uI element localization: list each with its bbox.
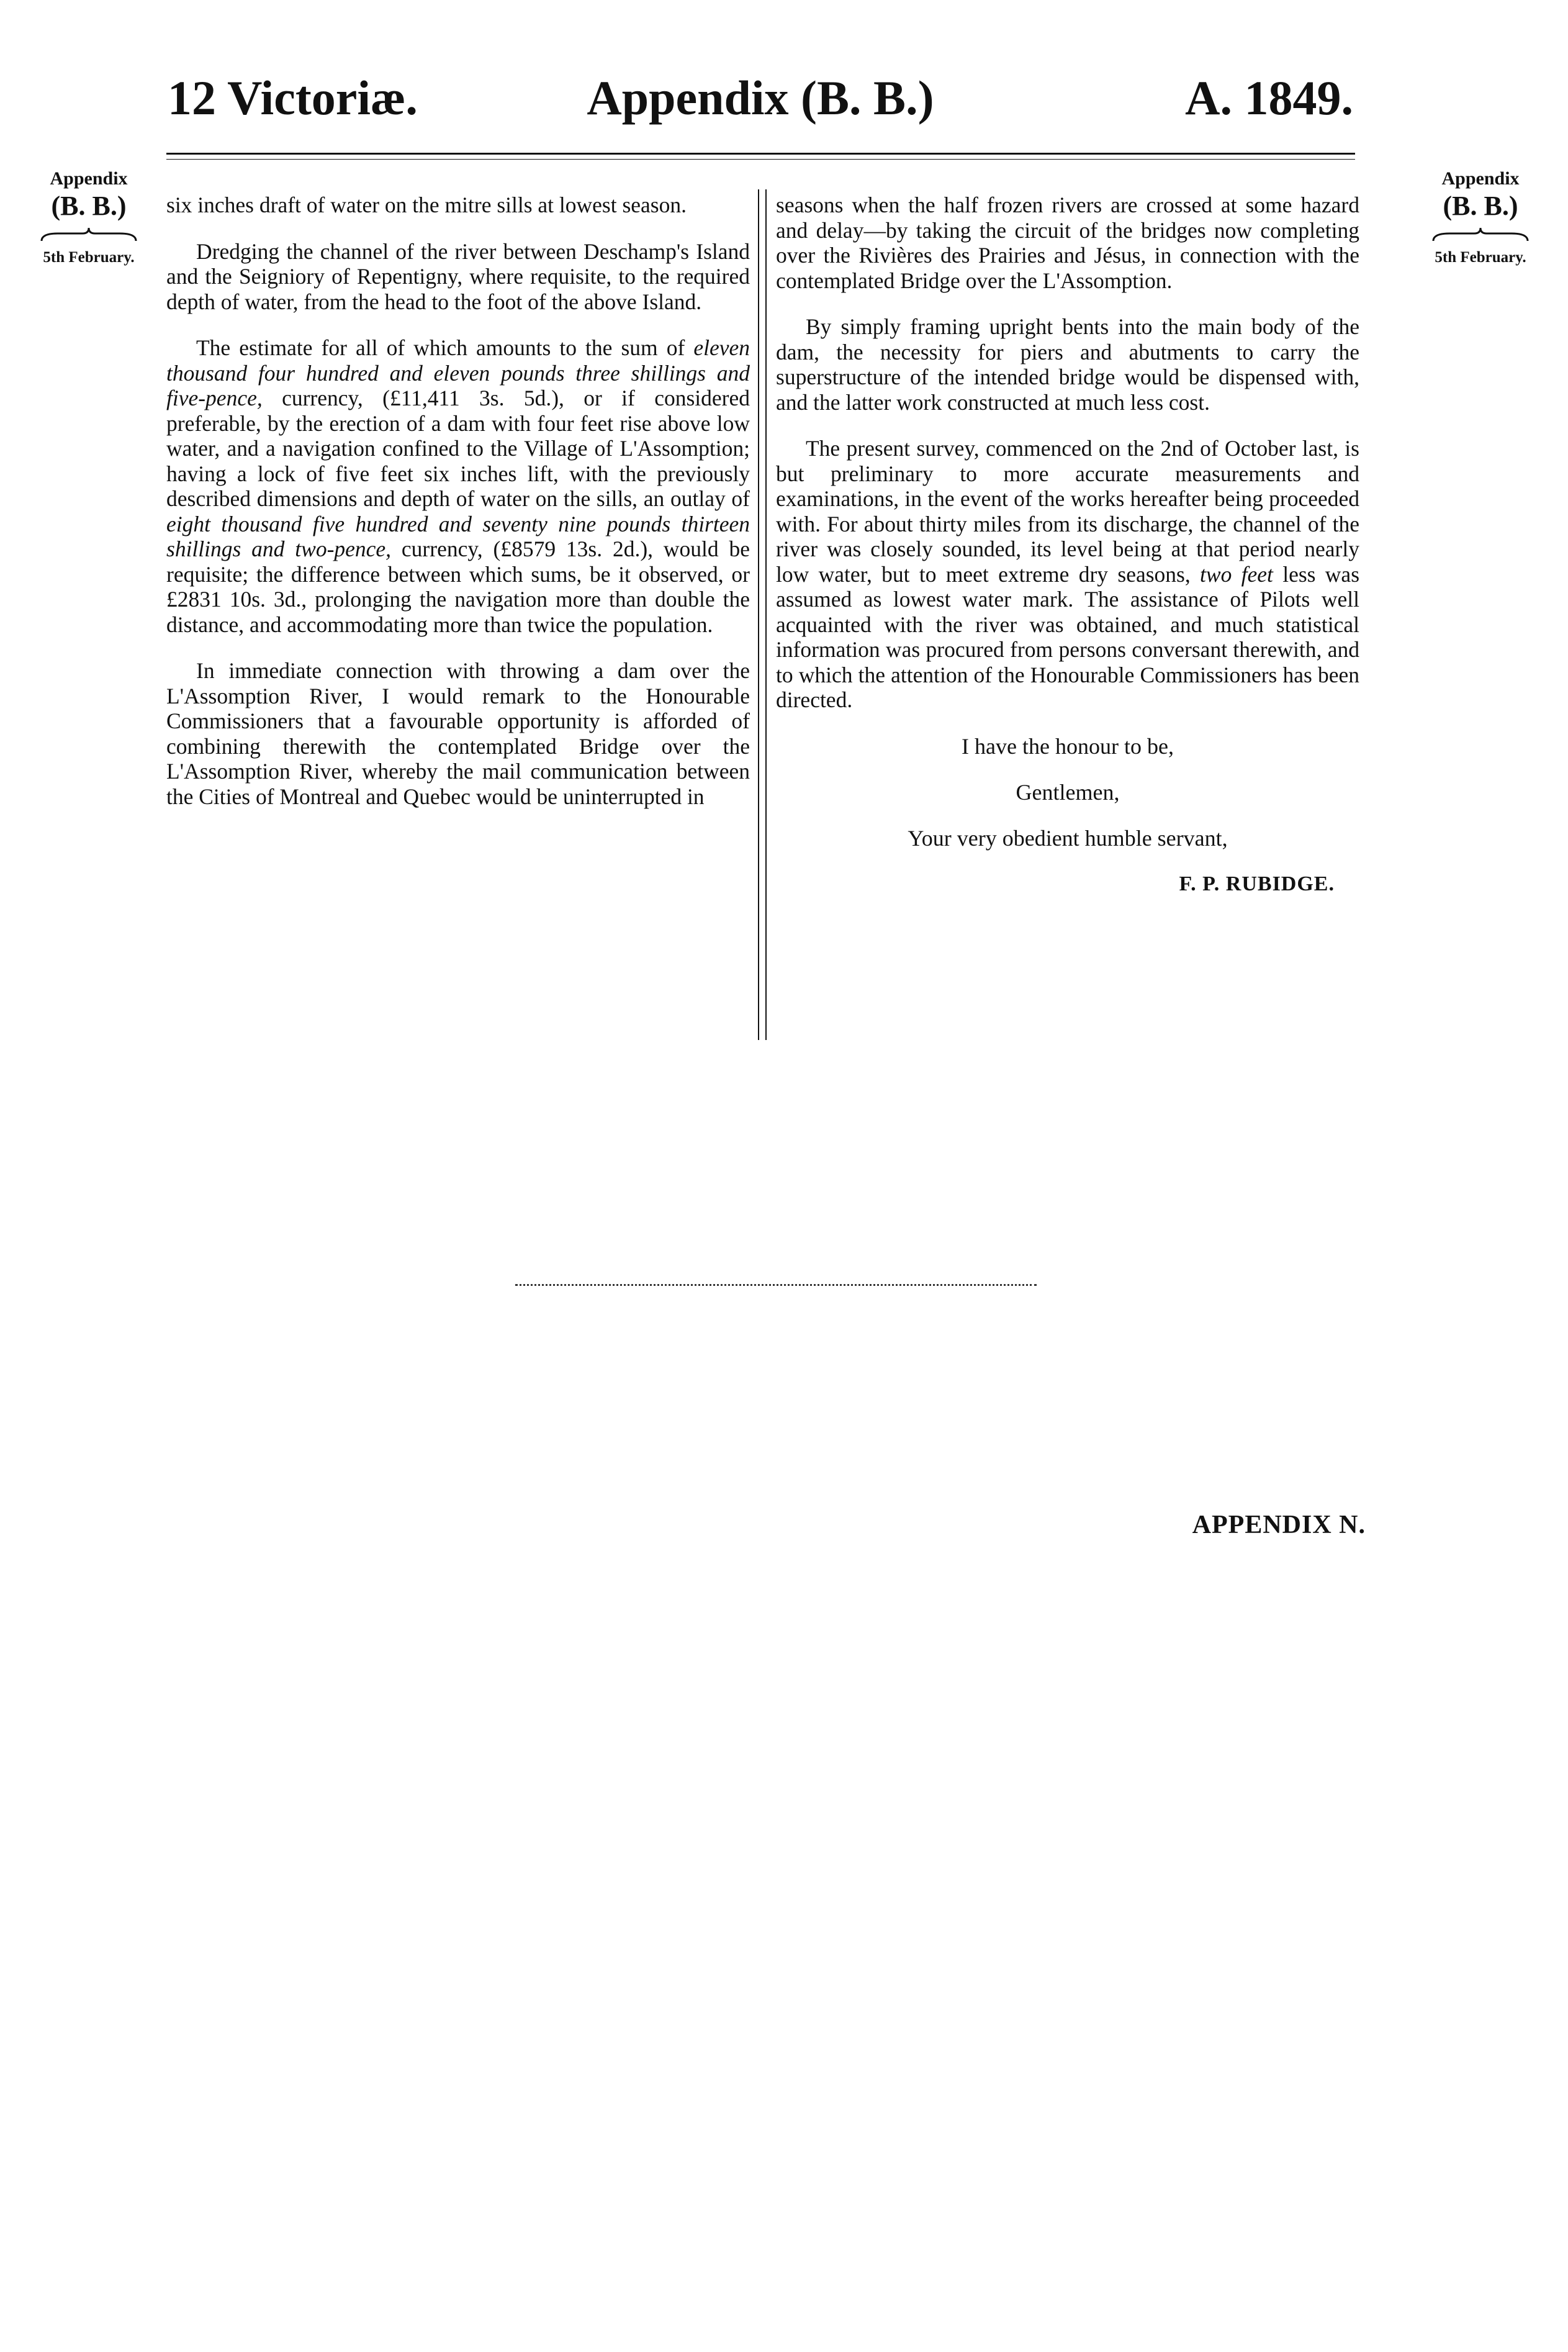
paragraph: six inches draft of water on the mitre sills at lowest season. [166,192,687,217]
italic-span: two feet [1200,561,1273,587]
closing-line: Your very obedient humble servant, [908,825,1228,851]
side-note-code: (B. B.) [1443,191,1518,221]
text-span: currency, (£11,411 3s. 5d.), or if considered preferable, by the erection of a dam with four feet rise above low water, and a navigation confined to the Village of L'Assomption; having a lock of five feet six inches lift, with the previously described dimensions and depth of water on the sills, an outlay of [166,386,750,511]
paragraph: Dredging the channel of the river between Deschamp's Island and the Seigniory of Repentigny, where requisite, to the required depth of water, from the head to the foot of the above Island. [166,238,750,314]
side-note-label: Appendix [50,168,128,189]
text-span: less was assumed as lowest water mark. The assistance of Pilots well acquainted with the river was obtained, and much statistical information was procured from persons conversant therewith, and to which the attention of the Honourable Commissioners has been directed. [776,561,1360,712]
paragraph: By simply framing upright bents into the main body of the dam, the necessity for piers and abutments to carry the superstructure of the intended bridge would be dispensed with, and the latter work constructed at much less cost. [776,314,1359,415]
text-span: The present survey, commenced on the 2nd of October last, is but preliminary to more accurate measurements and examinations, in the event of the works hereafter being proceeded with. For about thirty miles from its discharge, the channel of the river was closely sounded, its level being at that period nearly low water, but to meet extreme dry seasons, [776,436,1359,587]
side-note-left [30,168,148,267]
italic-span: eleven thousand four hundred and eleven pounds three shillings and five-pence, [166,335,750,410]
paragraph-estimate [166,335,750,637]
header-rule-thin [166,159,1355,160]
signature: F. P. RUBIDGE. [1179,872,1335,895]
brace-icon [39,226,138,243]
brace-icon [1431,226,1530,243]
side-note-right [1422,168,1539,267]
side-note-label: Appendix [1441,168,1520,189]
running-header [168,67,1353,135]
header-right: A. 1849. [1185,71,1353,125]
text-span: The estimate for all of which amounts to the sum of [196,335,694,360]
header-center: Appendix (B. B.) [587,71,934,125]
paragraph: seasons when the half frozen rivers are crossed at some hazard and delay—by taking the circuit of the bridges now completing over the Rivières des Prairies and Jésus, in connection with the contemplated Bridge over the L'Assomption. [776,192,1359,293]
column-divider [758,189,767,1040]
closing-line: I have the honour to be, [962,733,1174,759]
paragraph: In immediate connection with throwing a dam over the L'Assomption River, I would remark to the Honourable Commissioners that a favourable opportunity is afforded of combining therewith the contemplated Bridge over the L'Assomption River, whereby the mail communication between the Cities of Montreal and Quebec would be uninterrupted in [166,658,750,809]
letter-closing [776,734,1359,851]
closing-line: Gentlemen, [1016,779,1120,805]
italic-span: eight thousand five hundred and seventy nine pounds thirteen shillings and two-pence, [166,511,750,561]
text-span: currency, (£8579 13s. 2d.), would be requisite; the difference between which sums, be it observed, or £2831 10s. 3d., prolonging the navigation more than double the distance, and accommodating more than twice the population. [166,536,750,637]
right-column [776,192,1359,897]
header-rule [166,153,1355,155]
side-note-date: 5th February. [43,249,135,266]
side-note-code: (B. B.) [51,191,127,221]
header-left: 12 Victoriæ. [168,71,418,125]
paragraph-survey [776,436,1359,713]
left-column [166,192,750,830]
side-note-date: 5th February. [1435,249,1526,266]
next-section-heading: APPENDIX N. [1192,1511,1366,1539]
section-end-rule [515,1284,1037,1286]
